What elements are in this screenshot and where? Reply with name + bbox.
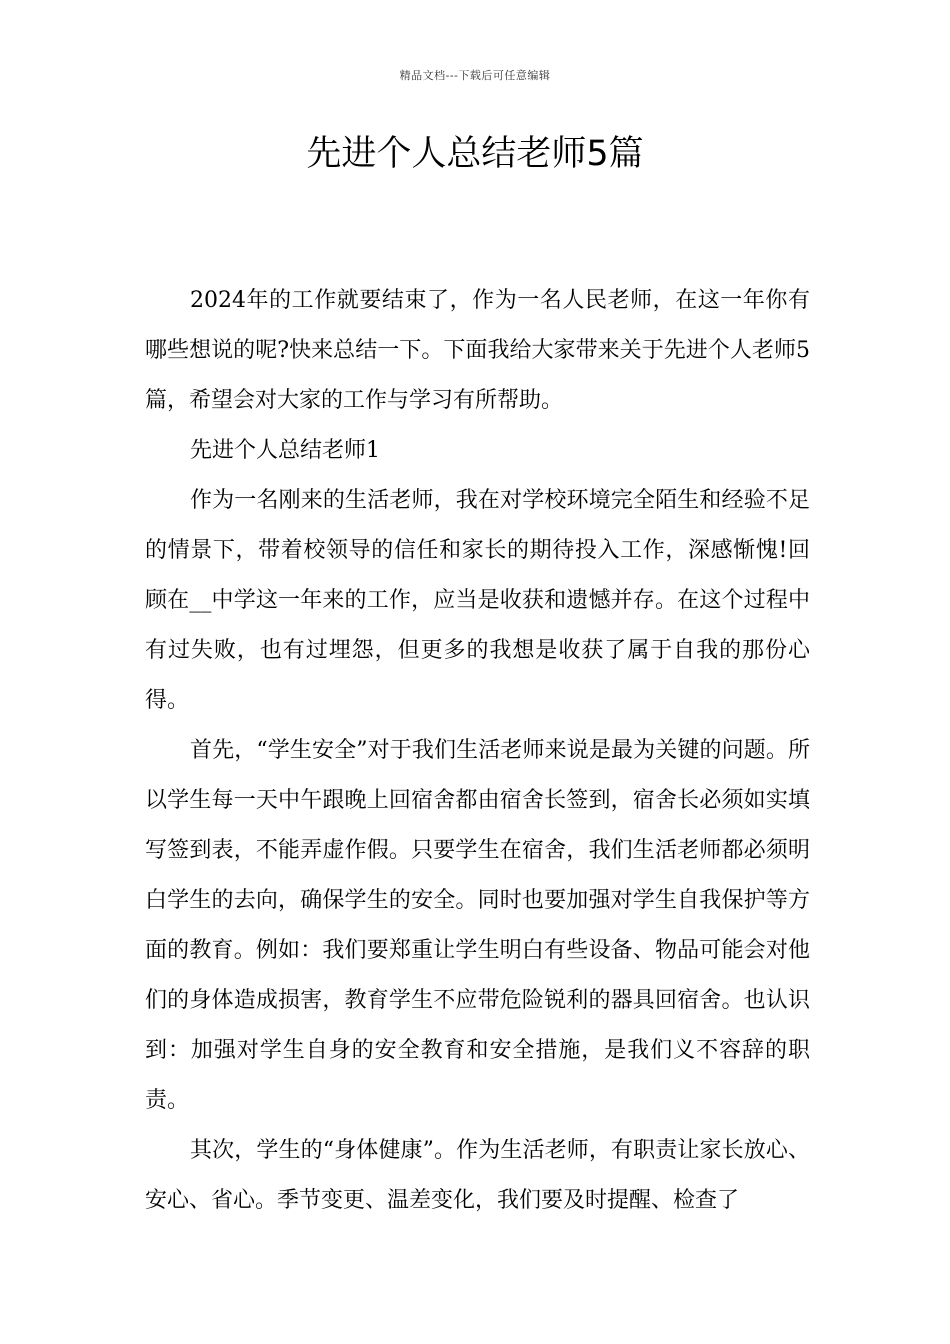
body-paragraph: 作为一名刚来的生活老师，我在对学校环境完全陌生和经验不足的情景下，带着校领导的信任和家长的期待投入工作，深感惭愧!回顾在__中学这一年来的工作，应当是收获和遗憾并存。在这个过程中有过失败，也有过埋怨，但更多的我想是收获了属于自我的那份心得。: [145, 488, 810, 713]
document-body: [145, 276, 810, 1226]
intro-paragraph: 2024年的工作就要结束了，作为一名人民老师，在这一年你有哪些想说的呢?快来总结一下。下面我给大家带来关于先进个人老师5篇，希望会对大家的工作与学习有所帮助。: [145, 288, 810, 413]
section-heading: 先进个人总结老师1: [190, 438, 380, 463]
body-paragraph: 首先，“学生安全”对于我们生活老师来说是最为关键的问题。所以学生每一天中午跟晚上回宿舍都由宿舍长签到，宿舍长必须如实填写签到表，不能弄虚作假。只要学生在宿舍，我们生活老师都必须明白学生的去向，确保学生的安全。同时也要加强对学生自我保护等方面的教育。例如：我们要郑重让学生明白有些设备、物品可能会对他们的身体造成损害，教育学生不应带危险锐利的器具回宿舍。也认识到：加强对学生自身的安全教育和安全措施，是我们义不容辞的职责。: [145, 738, 810, 1113]
document-title: 先进个人总结老师5篇: [306, 134, 644, 174]
body-paragraph: 其次，学生的“身体健康”。作为生活老师，有职责让家长放心、安心、省心。季节变更、温差变化，我们要及时提醒、检查了: [145, 1138, 810, 1213]
header-note: 精品文档---下载后可任意编辑: [399, 69, 551, 82]
